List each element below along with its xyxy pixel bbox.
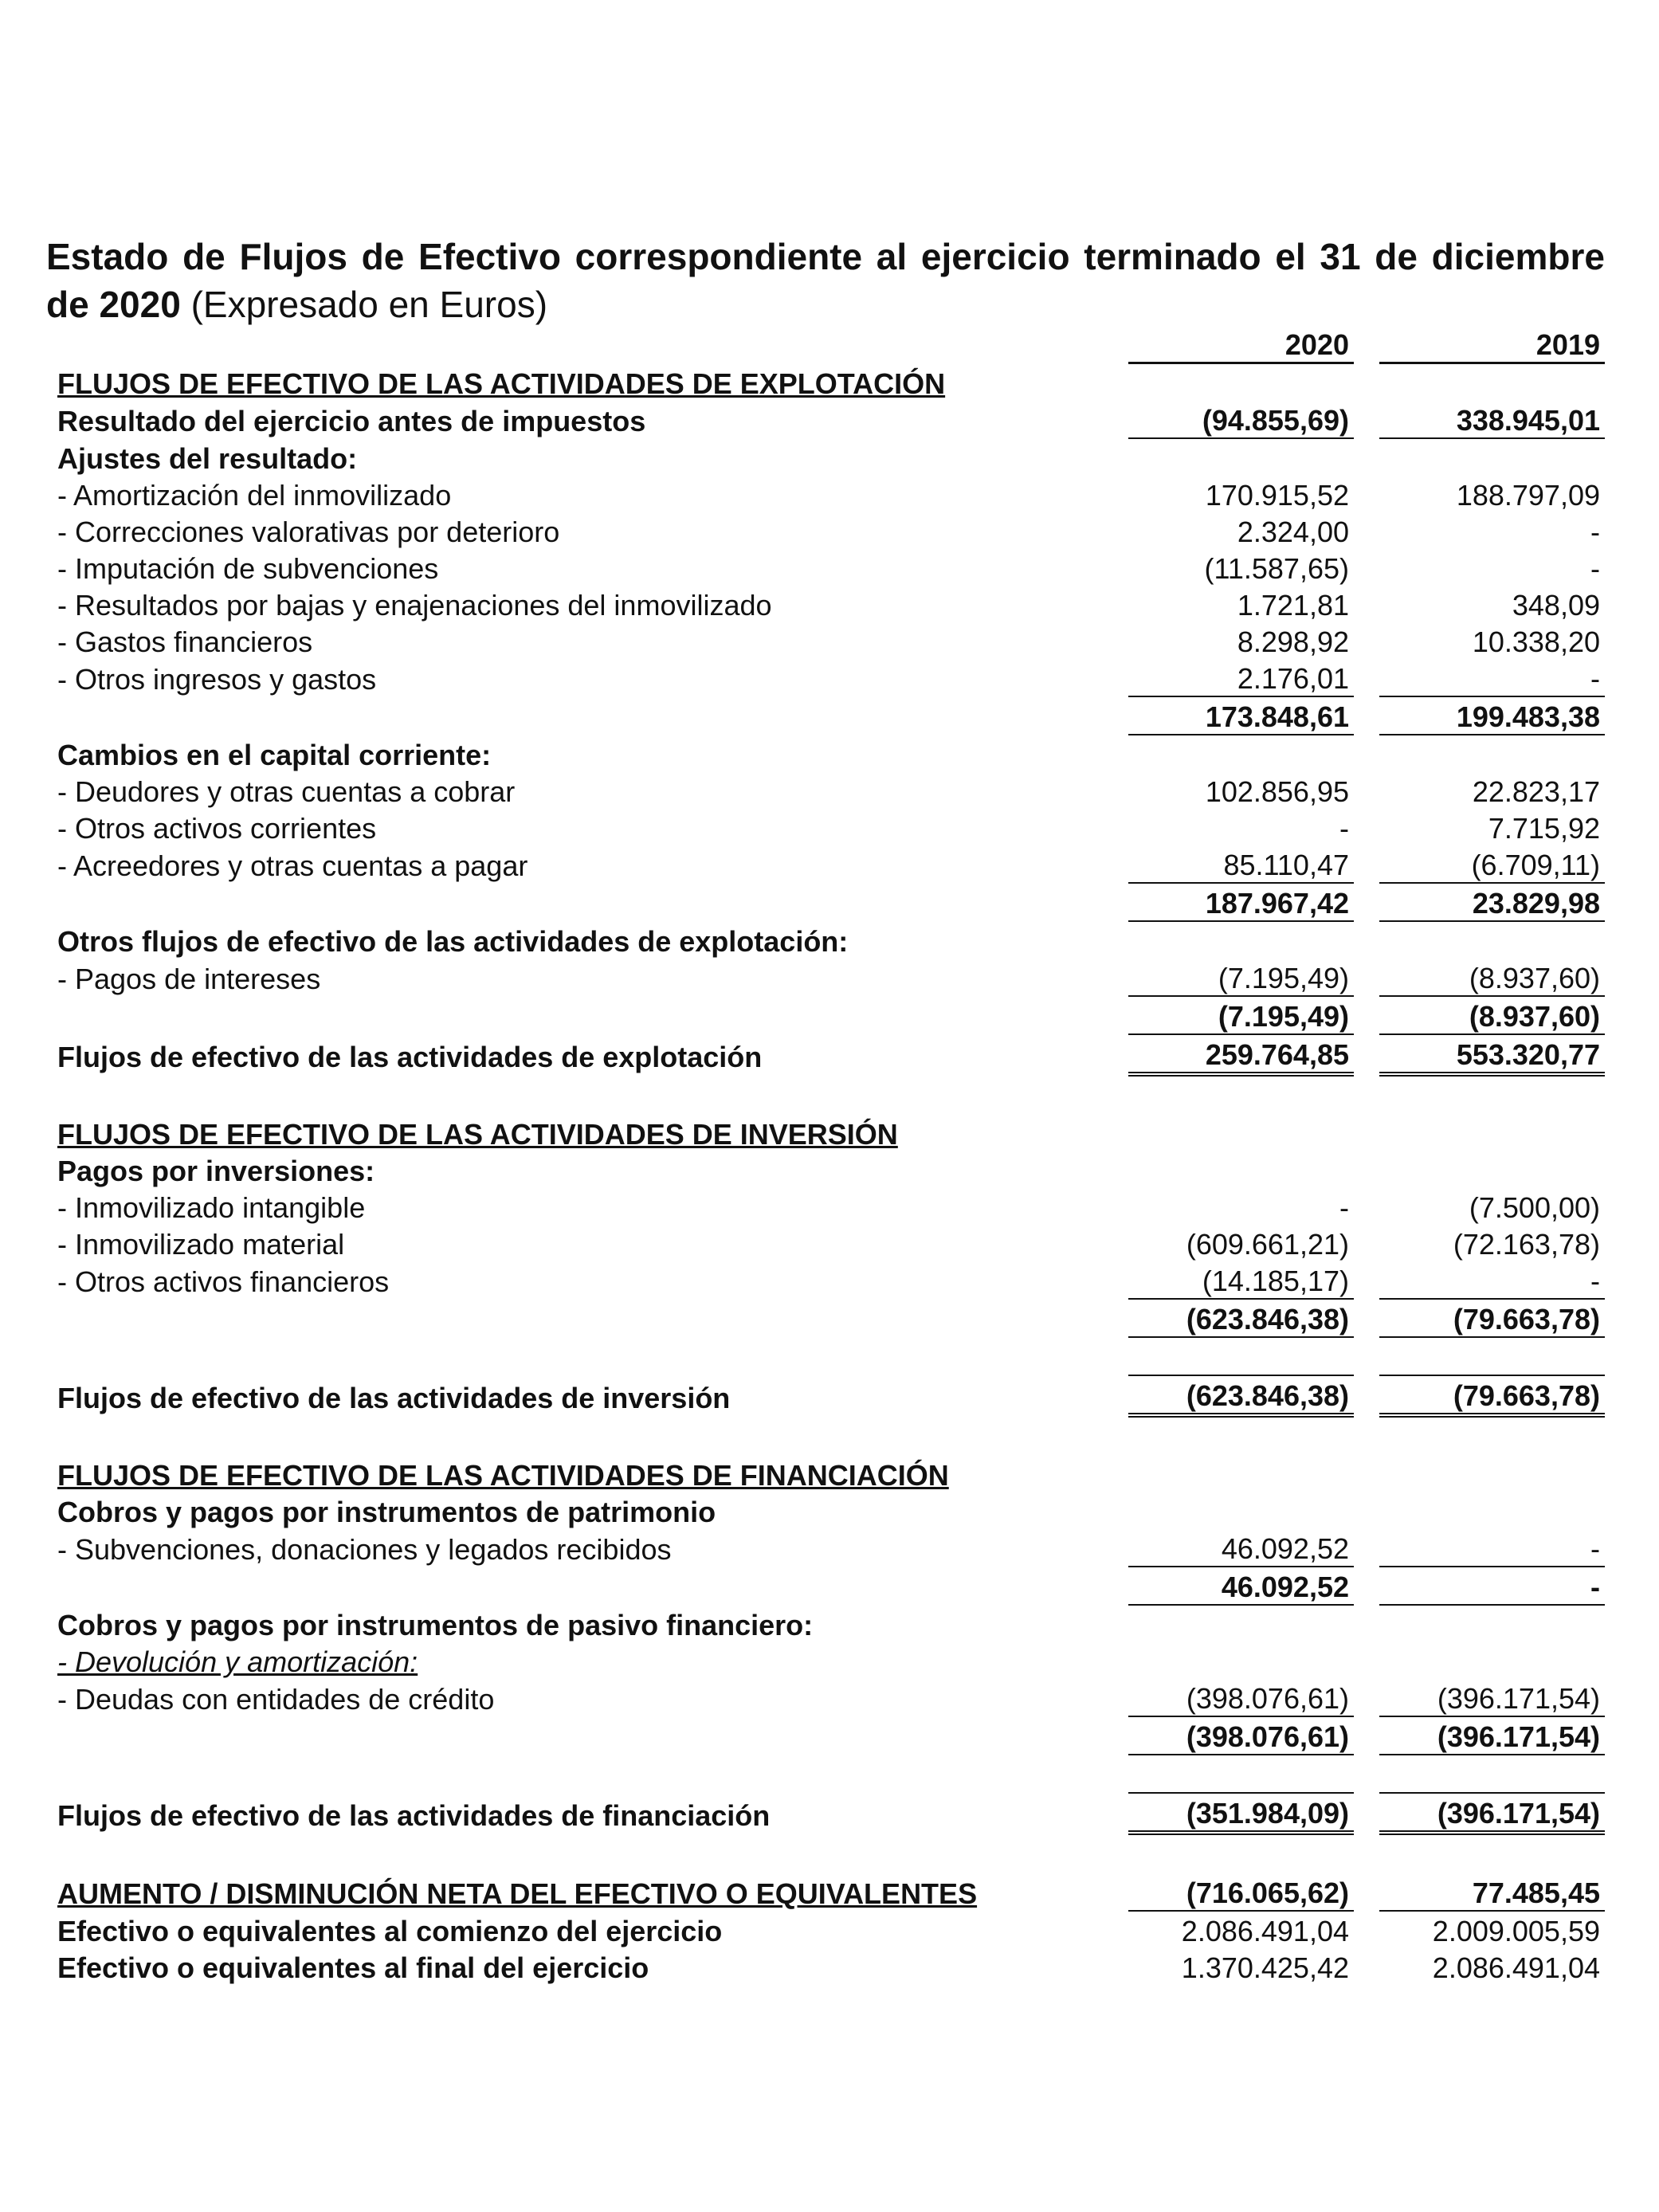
net-change-row [46,1873,1605,1911]
section-header-financiacion [46,1456,1605,1492]
row-label: Ajustes del resultado: [57,442,358,475]
row-label [46,883,1128,921]
total-row-financiacion [46,1793,1605,1833]
table-row [46,1151,1605,1188]
row-label: Resultado del ejercicio antes de impuestos [57,405,646,437]
total-row-inversion [46,1375,1605,1415]
table-row [46,401,1605,438]
value-2019: (72.163,78) [1453,1228,1600,1261]
value-2019: 2.009.005,59 [1432,1915,1600,1947]
row-label: Flujos de efectivo de las actividades de inversión [57,1382,731,1414]
value-2020: 8.298,92 [1237,626,1349,658]
table-row [46,845,1605,883]
value-2020: 2.176,01 [1128,659,1354,696]
value-2019: 22.823,17 [1472,775,1600,808]
row-label [46,996,1128,1034]
value-2020: 2.324,00 [1237,516,1349,548]
row-label: AUMENTO / DISMINUCIÓN NETA DEL EFECTIVO O EQUIVALENTES [57,1877,978,1910]
value-2019: - [1590,552,1600,585]
value-2020: 173.848,61 [1128,696,1354,735]
subtotal-row [46,996,1605,1034]
value-2019: (8.937,60) [1379,996,1605,1034]
row-label: Flujos de efectivo de las actividades de explotación [57,1041,763,1073]
table-row [46,622,1605,659]
table-row [46,1188,1605,1225]
value-2019: 348,09 [1512,589,1600,622]
value-2020: 46.092,52 [1128,1529,1354,1567]
row-label: - Deudores y otras cuentas a cobrar [57,775,516,808]
table-row [46,921,1605,959]
row-label: - Correcciones valorativas por deterioro [57,516,560,548]
row-label: Cambios en el capital corriente: [57,739,492,771]
value-2019: (6.709,11) [1379,845,1605,883]
value-2019: - [1379,1261,1605,1299]
row-label: Efectivo o equivalentes al final del ejercicio [57,1951,649,1984]
row-label: FLUJOS DE EFECTIVO DE LAS ACTIVIDADES DE EXPLOTACIÓN [57,367,946,400]
value-2020: (11.587,65) [1204,552,1349,585]
column-header-2019: 2019 [1379,325,1605,363]
table-row [46,1492,1605,1529]
title-unit: (Expresado en Euros) [190,284,548,325]
row-label: - Inmovilizado intangible [57,1191,366,1224]
value-2020: (716.065,62) [1128,1873,1354,1911]
value-2019: - [1590,516,1600,548]
value-2020: 170.915,52 [1205,479,1349,512]
subtotal-row [46,696,1605,735]
value-2020: 46.092,52 [1128,1567,1354,1605]
value-2019: 7.715,92 [1488,812,1600,845]
row-label: - Subvenciones, donaciones y legados recibidos [57,1533,672,1566]
cash-flow-table [46,325,1605,1985]
value-2020: 85.110,47 [1128,845,1354,883]
value-2020: (623.846,38) [1128,1375,1354,1415]
value-2020: (623.846,38) [1128,1299,1354,1337]
row-label: - Otros activos corrientes [57,812,377,845]
value-2019: 23.829,98 [1379,883,1605,921]
table-row [46,476,1605,512]
value-2019: 188.797,09 [1456,479,1600,512]
value-2020: (7.195,49) [1128,959,1354,996]
table-row [46,1529,1605,1567]
value-2020: 1.721,81 [1237,589,1349,622]
table-row [46,1642,1605,1679]
row-label: FLUJOS DE EFECTIVO DE LAS ACTIVIDADES DE FINANCIACIÓN [57,1459,949,1492]
table-row [46,959,1605,996]
column-header-2020: 2020 [1128,325,1354,363]
row-label: Cobros y pagos por instrumentos de patrimonio [57,1496,716,1528]
statement-title [46,233,1605,328]
value-2020: 187.967,42 [1128,883,1354,921]
value-2020: (14.185,17) [1128,1261,1354,1299]
section-header-explotacion [46,363,1605,402]
row-label: - Pagos de intereses [57,963,321,995]
value-2019: 553.320,77 [1379,1034,1605,1074]
row-label: Flujos de efectivo de las actividades de financiación [57,1799,771,1832]
table-row [46,1948,1605,1985]
value-2020: (351.984,09) [1128,1793,1354,1833]
table-row [46,1605,1605,1642]
table-row [46,735,1605,772]
value-2019: 77.485,45 [1379,1873,1605,1911]
table-row [46,1225,1605,1261]
value-2019: (396.171,54) [1379,1679,1605,1716]
row-label: - Otros ingresos y gastos [57,663,377,696]
row-label: - Acreedores y otras cuentas a pagar [57,849,528,882]
table-row [46,438,1605,476]
column-header-row [46,325,1605,363]
title-main: Estado de Flujos de Efectivo correspondiente al ejercicio terminado el 31 de diciembre de 2020 [46,236,1605,325]
value-2020: - [1339,812,1349,845]
value-2020: 2.086.491,04 [1181,1915,1349,1947]
row-label: - Amortización del inmovilizado [57,479,452,512]
value-2019: (79.663,78) [1379,1299,1605,1337]
table-row [46,809,1605,845]
table-row [46,1679,1605,1716]
subtotal-row [46,883,1605,921]
value-2019: 199.483,38 [1379,696,1605,735]
row-label: Efectivo o equivalentes al comienzo del ejercicio [57,1915,723,1947]
value-2019: 338.945,01 [1379,401,1605,438]
total-row-explotacion [46,1034,1605,1074]
table-row [46,586,1605,622]
row-label: FLUJOS DE EFECTIVO DE LAS ACTIVIDADES DE INVERSIÓN [57,1118,898,1151]
row-label: - Otros activos financieros [57,1265,390,1298]
row-label [46,1567,1128,1605]
row-label [46,1299,1128,1337]
value-2019: (396.171,54) [1379,1793,1605,1833]
value-2019: (396.171,54) [1379,1716,1605,1755]
value-2020: (94.855,69) [1128,401,1354,438]
section-header-inversion [46,1115,1605,1151]
row-label: - Devolución y amortización: [57,1645,418,1678]
value-2020: (7.195,49) [1128,996,1354,1034]
table-row [46,1911,1605,1948]
row-label: Otros flujos de efectivo de las actividades de explotación: [57,925,849,958]
value-2020: (609.661,21) [1186,1228,1349,1261]
row-label: Cobros y pagos por instrumentos de pasivo financiero: [57,1609,814,1641]
row-label [46,1716,1128,1755]
subtotal-row [46,1716,1605,1755]
value-2020: (398.076,61) [1128,1679,1354,1716]
value-2020: - [1339,1191,1349,1224]
value-2019: - [1379,1567,1605,1605]
value-2020: (398.076,61) [1128,1716,1354,1755]
row-label: - Gastos financieros [57,626,313,658]
value-2019: (8.937,60) [1379,959,1605,996]
table-row [46,549,1605,586]
subtotal-row [46,1567,1605,1605]
row-label: - Imputación de subvenciones [57,552,439,585]
row-label: - Inmovilizado material [57,1228,345,1261]
row-label: - Resultados por bajas y enajenaciones del inmovilizado [57,589,772,622]
subtotal-row [46,1299,1605,1337]
value-2019: (79.663,78) [1379,1375,1605,1415]
table-row [46,659,1605,696]
value-2019: 2.086.491,04 [1432,1951,1600,1984]
table-row [46,772,1605,809]
table-row [46,512,1605,549]
value-2019: (7.500,00) [1469,1191,1600,1224]
row-label [46,696,1128,735]
value-2020: 102.856,95 [1205,775,1349,808]
table-row [46,1261,1605,1299]
value-2019: 10.338,20 [1472,626,1600,658]
row-label: Pagos por inversiones: [57,1155,375,1187]
value-2019: - [1379,659,1605,696]
value-2019: - [1379,1529,1605,1567]
value-2020: 259.764,85 [1128,1034,1354,1074]
value-2020: 1.370.425,42 [1181,1951,1349,1984]
row-label: - Deudas con entidades de crédito [57,1683,495,1716]
